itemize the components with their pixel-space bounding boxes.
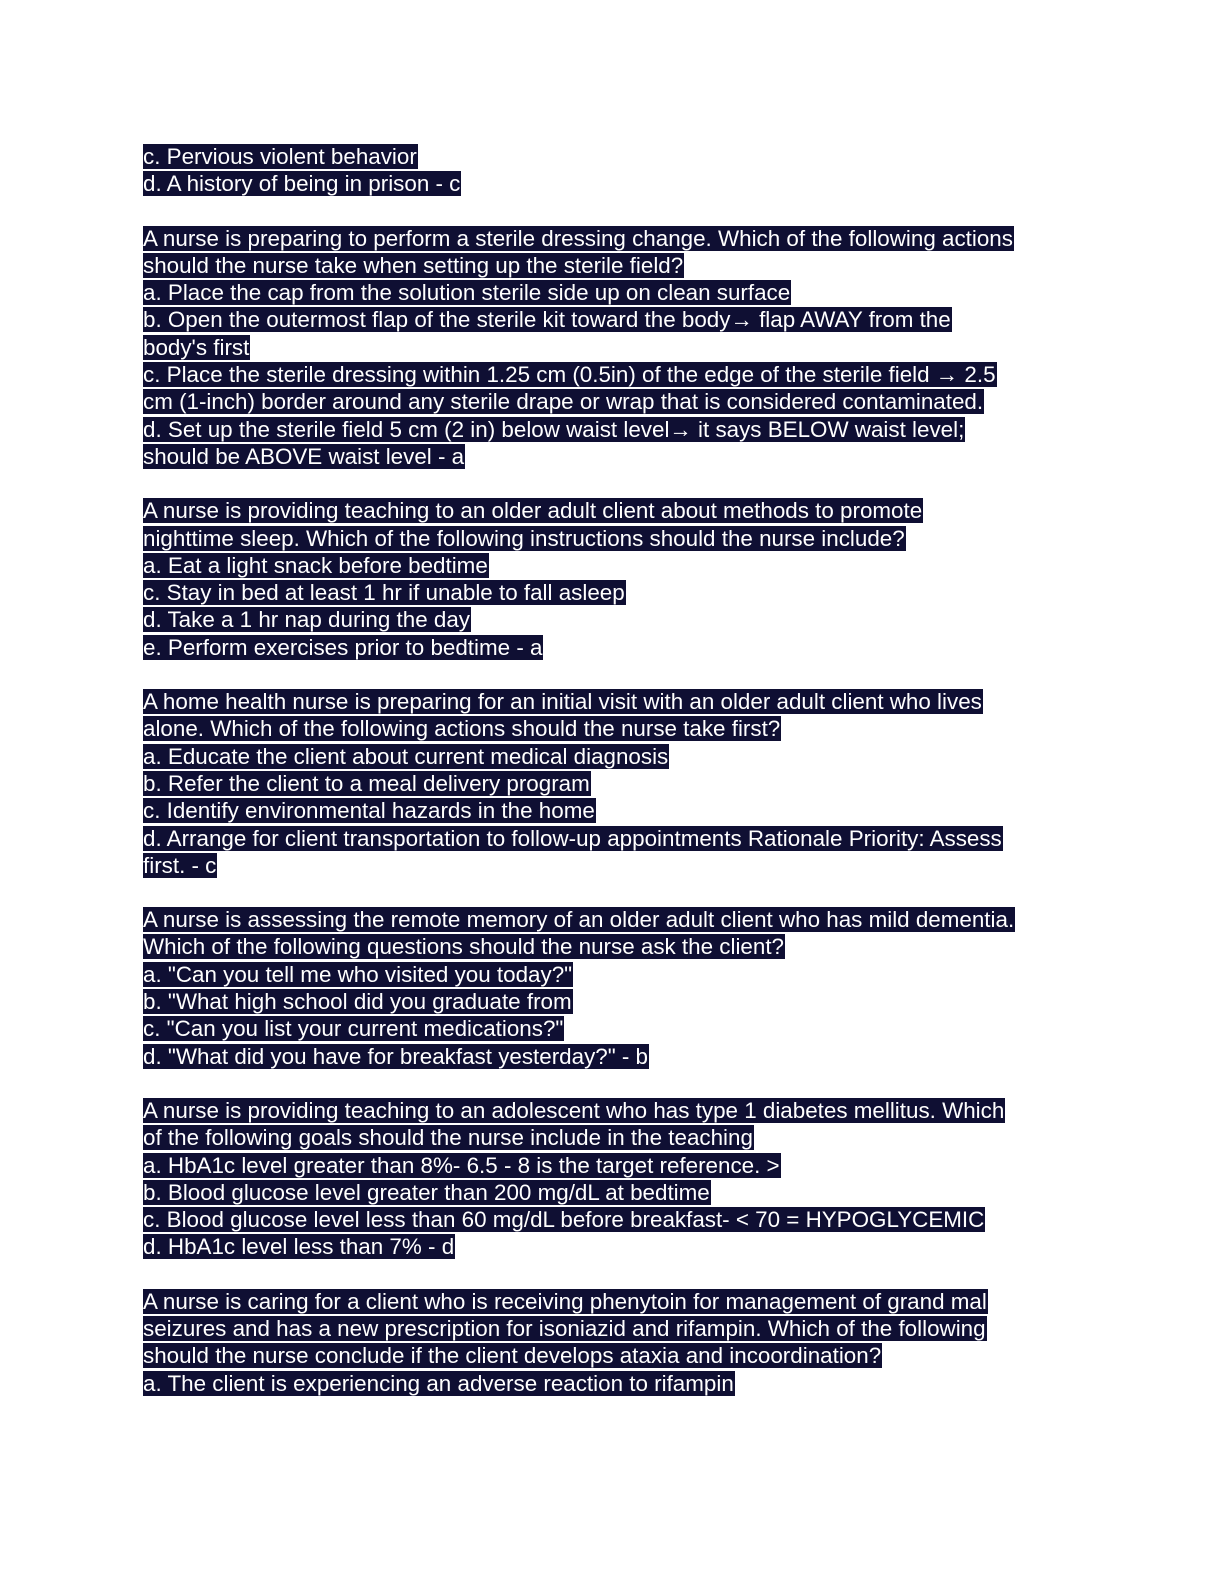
text-line [143,225,1083,252]
highlighted-text: alone. Which of the following actions should the nurse take first? [143,716,781,742]
text-line [143,852,1083,879]
text-line [143,388,1083,415]
question-block [143,906,1083,1070]
highlighted-text: d. Arrange for client transportation to follow-up appointments Rationale Priority: Assess [143,825,1002,851]
highlighted-text: d. A history of being in prison - c [143,171,461,197]
highlighted-text: should the nurse take when setting up the sterile field? [143,252,684,278]
text-line [143,1152,1083,1179]
highlighted-text: b. Refer the client to a meal delivery program [143,770,590,796]
highlighted-text: a. Place the cap from the solution sterile side up on clean surface [143,280,791,306]
text-line [143,606,1083,633]
text-line [143,279,1083,306]
text-line [143,634,1083,661]
highlighted-text: a. "Can you tell me who visited you today?" [143,961,573,987]
text-line [143,988,1083,1015]
text-line [143,552,1083,579]
highlighted-text: c. "Can you list your current medications?" [143,1016,564,1042]
highlighted-text: d. "What did you have for breakfast yesterday?" - b [143,1043,649,1069]
document-page [143,143,1083,1424]
text-line [143,361,1083,388]
highlighted-text: c. Stay in bed at least 1 hr if unable to fall asleep [143,580,625,606]
text-line [143,1097,1083,1124]
text-line [143,688,1083,715]
highlighted-text: cm (1-inch) border around any sterile drape or wrap that is considered contaminated. [143,389,984,415]
question-block [143,1097,1083,1261]
text-line [143,1370,1083,1397]
highlighted-text: c. Place the sterile dressing within 1.25 cm (0.5in) of the edge of the sterile field → 2.5 [143,362,996,388]
text-line [143,1043,1083,1070]
text-line [143,743,1083,770]
highlighted-text: a. HbA1c level greater than 8%- 6.5 - 8 is the target reference. > [143,1152,780,1178]
highlighted-text: a. Eat a light snack before bedtime [143,552,488,578]
question-block [143,688,1083,879]
text-line [143,715,1083,742]
highlighted-text: b. Blood glucose level greater than 200 mg/dL at bedtime [143,1179,710,1205]
text-line [143,170,1083,197]
highlighted-text: Which of the following questions should the nurse ask the client? [143,934,784,960]
question-block [143,1288,1083,1397]
highlighted-text: should the nurse conclude if the client develops ataxia and incoordination? [143,1343,882,1369]
highlighted-text: should be ABOVE waist level - a [143,443,465,469]
text-line [143,143,1083,170]
highlighted-text: A nurse is providing teaching to an older adult client about methods to promote [143,498,923,524]
highlighted-text: of the following goals should the nurse include in the teaching [143,1125,753,1151]
question-block [143,225,1083,471]
text-line [143,1206,1083,1233]
text-line [143,1233,1083,1260]
text-line [143,1124,1083,1151]
text-line [143,933,1083,960]
highlighted-text: A home health nurse is preparing for an initial visit with an older adult client who lives [143,689,982,715]
highlighted-text: a. Educate the client about current medical diagnosis [143,743,669,769]
highlighted-text: b. Open the outermost flap of the sterile kit toward the body→ flap AWAY from the [143,307,951,333]
text-line [143,1315,1083,1342]
highlighted-text: A nurse is assessing the remote memory of an older adult client who has mild dementia. [143,907,1015,933]
text-line [143,334,1083,361]
highlighted-text: e. Perform exercises prior to bedtime - a [143,634,543,660]
text-line [143,961,1083,988]
highlighted-text: d. HbA1c level less than 7% - d [143,1234,455,1260]
text-line [143,252,1083,279]
text-line [143,797,1083,824]
highlighted-text: first. - c [143,852,217,878]
text-line [143,306,1083,333]
text-line [143,416,1083,443]
highlighted-text: d. Take a 1 hr nap during the day [143,607,470,633]
text-line [143,443,1083,470]
highlighted-text: nighttime sleep. Which of the following instructions should the nurse include? [143,525,905,551]
highlighted-text: b. "What high school did you graduate from [143,989,572,1015]
highlighted-text: c. Blood glucose level less than 60 mg/dL before breakfast- < 70 = HYPOGLYCEMIC [143,1207,985,1233]
highlighted-text: body's first [143,334,250,360]
highlighted-text: A nurse is preparing to perform a sterile dressing change. Which of the following actions [143,225,1013,251]
highlighted-text: seizures and has a new prescription for isoniazid and rifampin. Which of the following [143,1315,986,1341]
highlighted-text: d. Set up the sterile field 5 cm (2 in) below waist level→ it says BELOW waist level; [143,416,965,442]
question-block [143,497,1083,661]
text-line [143,497,1083,524]
highlighted-text: A nurse is providing teaching to an adolescent who has type 1 diabetes mellitus. Which [143,1097,1005,1123]
text-line [143,1179,1083,1206]
question-block [143,143,1083,198]
text-line [143,1288,1083,1315]
highlighted-text: a. The client is experiencing an adverse reaction to rifampin [143,1370,734,1396]
text-line [143,906,1083,933]
text-line [143,525,1083,552]
highlighted-text: A nurse is caring for a client who is receiving phenytoin for management of grand mal [143,1288,987,1314]
text-line [143,770,1083,797]
text-line [143,1342,1083,1369]
highlighted-text: c. Pervious violent behavior [143,144,417,169]
text-line [143,1015,1083,1042]
text-line [143,825,1083,852]
highlighted-text: c. Identify environmental hazards in the home [143,798,595,824]
text-line [143,579,1083,606]
